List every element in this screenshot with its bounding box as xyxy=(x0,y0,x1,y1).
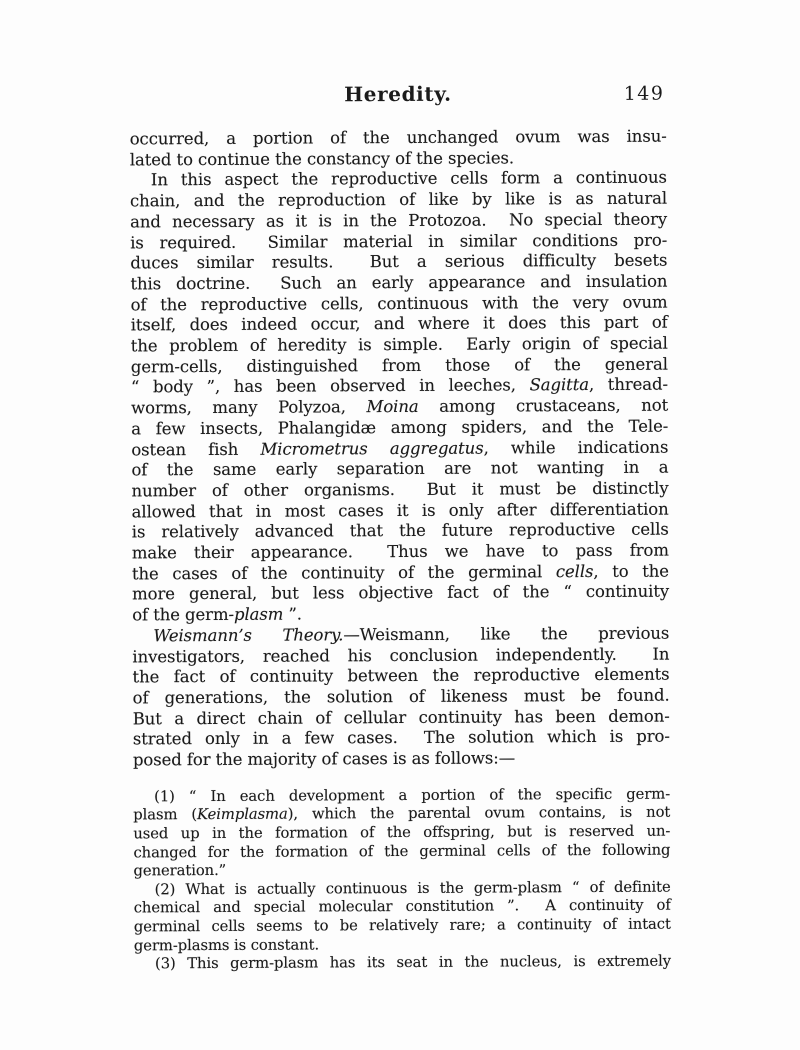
page-header xyxy=(129,81,666,110)
text-line: occurred, a portion of the unchanged ovum was insu- xyxy=(129,126,667,149)
paragraph xyxy=(130,127,667,171)
text-line: In this aspect the reproductive cells form a continuous xyxy=(150,168,667,190)
text-line: germ-plasms is constant. xyxy=(133,935,320,954)
text-line: changed for the formation of the germinal cells of the following xyxy=(133,841,671,861)
text-line: chemical and special molecular constitution ”. A continuity of xyxy=(133,896,671,917)
text-line: itself, does indeed occur, and where it does this part of xyxy=(130,312,668,335)
paragraph xyxy=(134,953,671,974)
text-line: make their appearance. Thus we have to pass from xyxy=(131,540,669,563)
text-line: number of other organisms. But it must be distinctly xyxy=(131,478,669,501)
text-line: (3) This germ-plasm has its seat in the nucleus, is extremely xyxy=(154,952,672,973)
text-line: allowed that in most cases it is only after differentiation xyxy=(131,499,669,522)
text-line: worms, many Polyzoa, Moina among crustaceans, not xyxy=(131,395,669,418)
text-line: a few insects, Phalangidæ among spiders, and the Tele- xyxy=(131,416,669,439)
text-line: chain, and the reproduction of like by like is as natural xyxy=(129,188,668,211)
text-line: strated only in a few cases. The solution which is pro- xyxy=(132,726,670,749)
text-line: “ body ”, has been observed in leeches, Sagitta, thread- xyxy=(130,375,669,397)
text-line: is relatively advanced that the future reproductive cells xyxy=(131,519,669,542)
text-line: lated to continue the constancy of the species. xyxy=(129,148,515,170)
text-line: posed for the majority of cases is as follows:— xyxy=(132,748,516,770)
text-line: Weismann’s Theory.—Weismann, like the previous xyxy=(153,623,670,646)
text-line: generation.” xyxy=(133,862,227,880)
text-line: germ-cells, distinguished from those of the general xyxy=(130,354,668,377)
text-line: is required. Similar material in similar conditions pro- xyxy=(130,230,668,252)
text-line: (2) What is actually continuous is the germ-plasm “ of definite xyxy=(154,878,671,899)
page-number: 149 xyxy=(623,82,665,105)
text-line: the fact of continuity between the reproductive elements xyxy=(132,664,670,687)
text-line: used up in the formation of the offspring, but is reserved un- xyxy=(133,822,671,843)
text-line: of generations, the solution of likeness must be found. xyxy=(132,685,670,708)
text-line: ostean fish Micrometrus aggregatus, while indications xyxy=(131,437,669,459)
text-line: of the reproductive cells, continuous with the very ovum xyxy=(130,292,668,315)
text-line: plasm (Keimplasma), which the parental ovum contains, is not xyxy=(133,803,671,824)
text-line: But a direct chain of cellular continuity has been demon- xyxy=(132,706,670,729)
paragraph xyxy=(130,168,669,626)
text-line: and necessary as it is in the Protozoa. No special theory xyxy=(130,209,668,232)
text-line: the cases of the continuity of the germinal cells, to the xyxy=(131,561,670,584)
text-line: duces similar results. But a serious difficulty besets xyxy=(130,250,668,273)
page-body xyxy=(130,127,671,975)
running-title: Heredity. xyxy=(344,81,452,107)
text-line: (1) “ In each development a portion of the specific germ- xyxy=(154,785,671,806)
page-content xyxy=(129,0,671,974)
paragraph xyxy=(132,623,670,771)
text-line: investigators, reached his conclusion independently. In xyxy=(132,644,670,666)
text-line: this doctrine. Such an early appearance and insulation xyxy=(130,271,668,294)
text-line: of the germ-plasm ”. xyxy=(132,604,302,625)
text-line: more general, but less objective fact of the “ continuity xyxy=(132,582,670,604)
text-line: germinal cells seems to be relatively rare; a continuity of intact xyxy=(133,915,671,936)
text-line: the problem of heredity is simple. Early origin of special xyxy=(130,333,668,356)
paragraph xyxy=(134,878,671,955)
paragraph xyxy=(133,785,670,881)
text-line: of the same early separation are not wanting in a xyxy=(131,457,669,480)
